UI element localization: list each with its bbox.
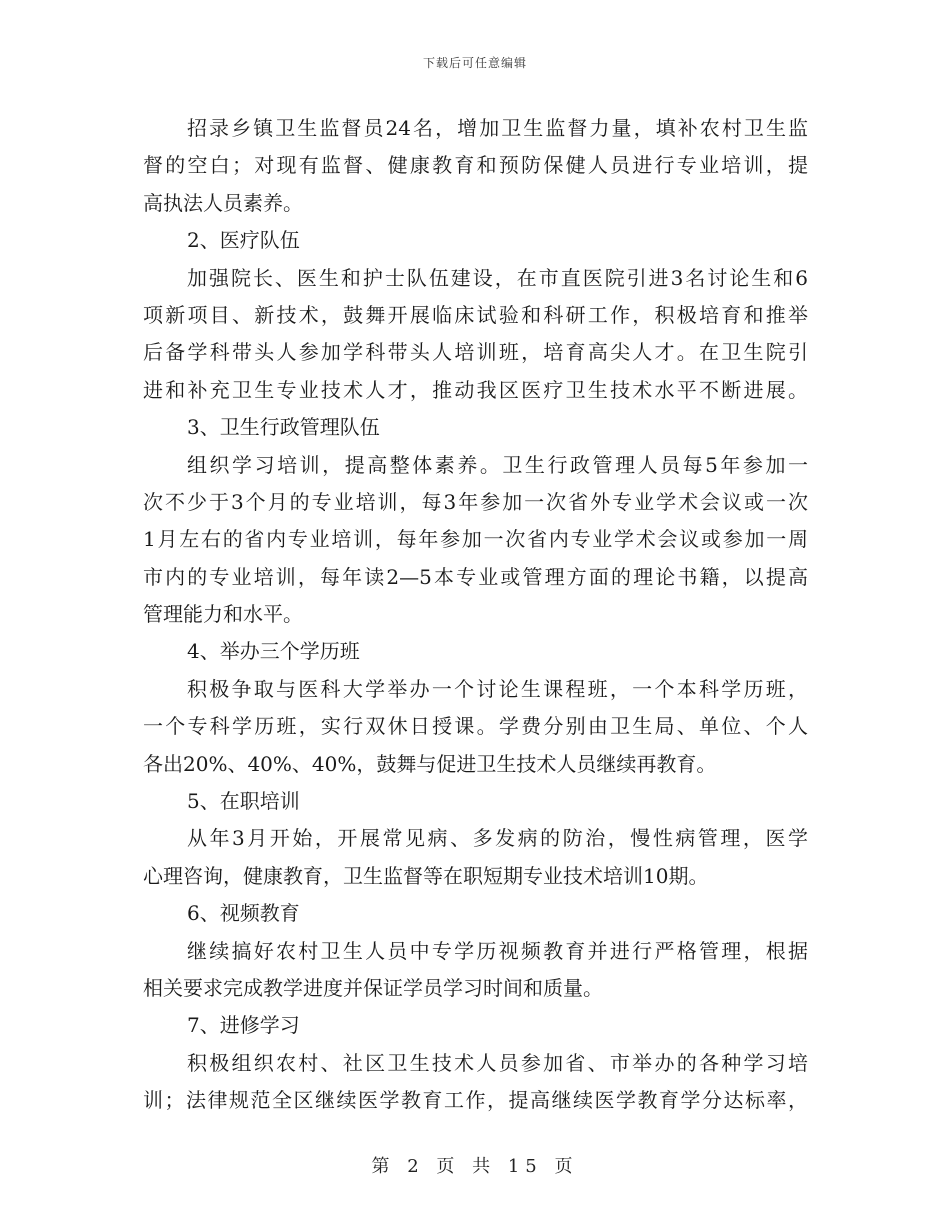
page-header: 下载后可任意编辑 — [422, 56, 527, 70]
body-line: 进和补充卫生专业技术人才，推动我区医疗卫生技术水平不断进展。 — [143, 377, 808, 402]
body-line: 市内的专业培训，每年读2—5本专业或管理方面的理论书籍，以提高 — [143, 564, 808, 589]
body-line: 项新项目、新技术，鼓舞开展临床试验和科研工作，积极培育和推举 — [143, 302, 808, 327]
section-heading: 6、视频教育 — [187, 901, 300, 926]
page-footer: 第 2 页 共 15 页 — [371, 1156, 579, 1177]
body-line: 高执法人员素养。 — [143, 190, 303, 215]
section-heading: 7、进修学习 — [187, 1013, 300, 1038]
body-line: 1月左右的省内专业培训，每年参加一次省内专业学术会议或参加一周 — [143, 527, 808, 552]
body-line: 各出20%、40%、40%，鼓舞与促进卫生技术人员继续再教育。 — [143, 751, 717, 776]
body-line: 训；法律规范全区继续医学教育工作，提高继续医学教育学分达标率， — [143, 1088, 808, 1113]
body-line: 后备学科带头人参加学科带头人培训班，培育高尖人才。在卫生院引 — [143, 340, 808, 365]
body-line: 积极组织农村、社区卫生技术人员参加省、市举办的各种学习培 — [187, 1050, 808, 1075]
section-heading: 4、举办三个学历班 — [187, 639, 360, 664]
body-line: 督的空白；对现有监督、健康教育和预防保健人员进行专业培训，提 — [143, 153, 808, 178]
body-line: 组织学习培训，提高整体素养。卫生行政管理人员每5年参加一 — [187, 452, 808, 477]
document-body — [143, 110, 808, 1120]
body-line: 相关要求完成教学进度并保证学员学习时间和质量。 — [143, 975, 603, 1000]
section-heading: 3、卫生行政管理队伍 — [187, 415, 380, 440]
section-heading: 2、医疗队伍 — [187, 228, 300, 253]
body-line: 心理咨询，健康教育，卫生监督等在职短期专业技术培训10期。 — [143, 863, 709, 888]
body-line: 加强院长、医生和护士队伍建设，在市直医院引进3名讨论生和6 — [187, 265, 808, 290]
body-line: 从年3月开始，开展常见病、多发病的防治，慢性病管理，医学 — [187, 826, 808, 851]
body-line: 次不少于3个月的专业培训，每3年参加一次省外专业学术会议或一次 — [143, 489, 808, 514]
section-heading: 5、在职培训 — [187, 789, 300, 814]
body-line: 积极争取与医科大学举办一个讨论生课程班，一个本科学历班， — [187, 676, 808, 701]
body-line: 管理能力和水平。 — [143, 602, 303, 627]
body-line: 继续搞好农村卫生人员中专学历视频教育并进行严格管理，根据 — [187, 938, 808, 963]
body-line: 招录乡镇卫生监督员24名，增加卫生监督力量，填补农村卫生监 — [187, 116, 808, 140]
body-line: 一个专科学历班，实行双休日授课。学费分别由卫生局、单位、个人 — [143, 714, 808, 739]
